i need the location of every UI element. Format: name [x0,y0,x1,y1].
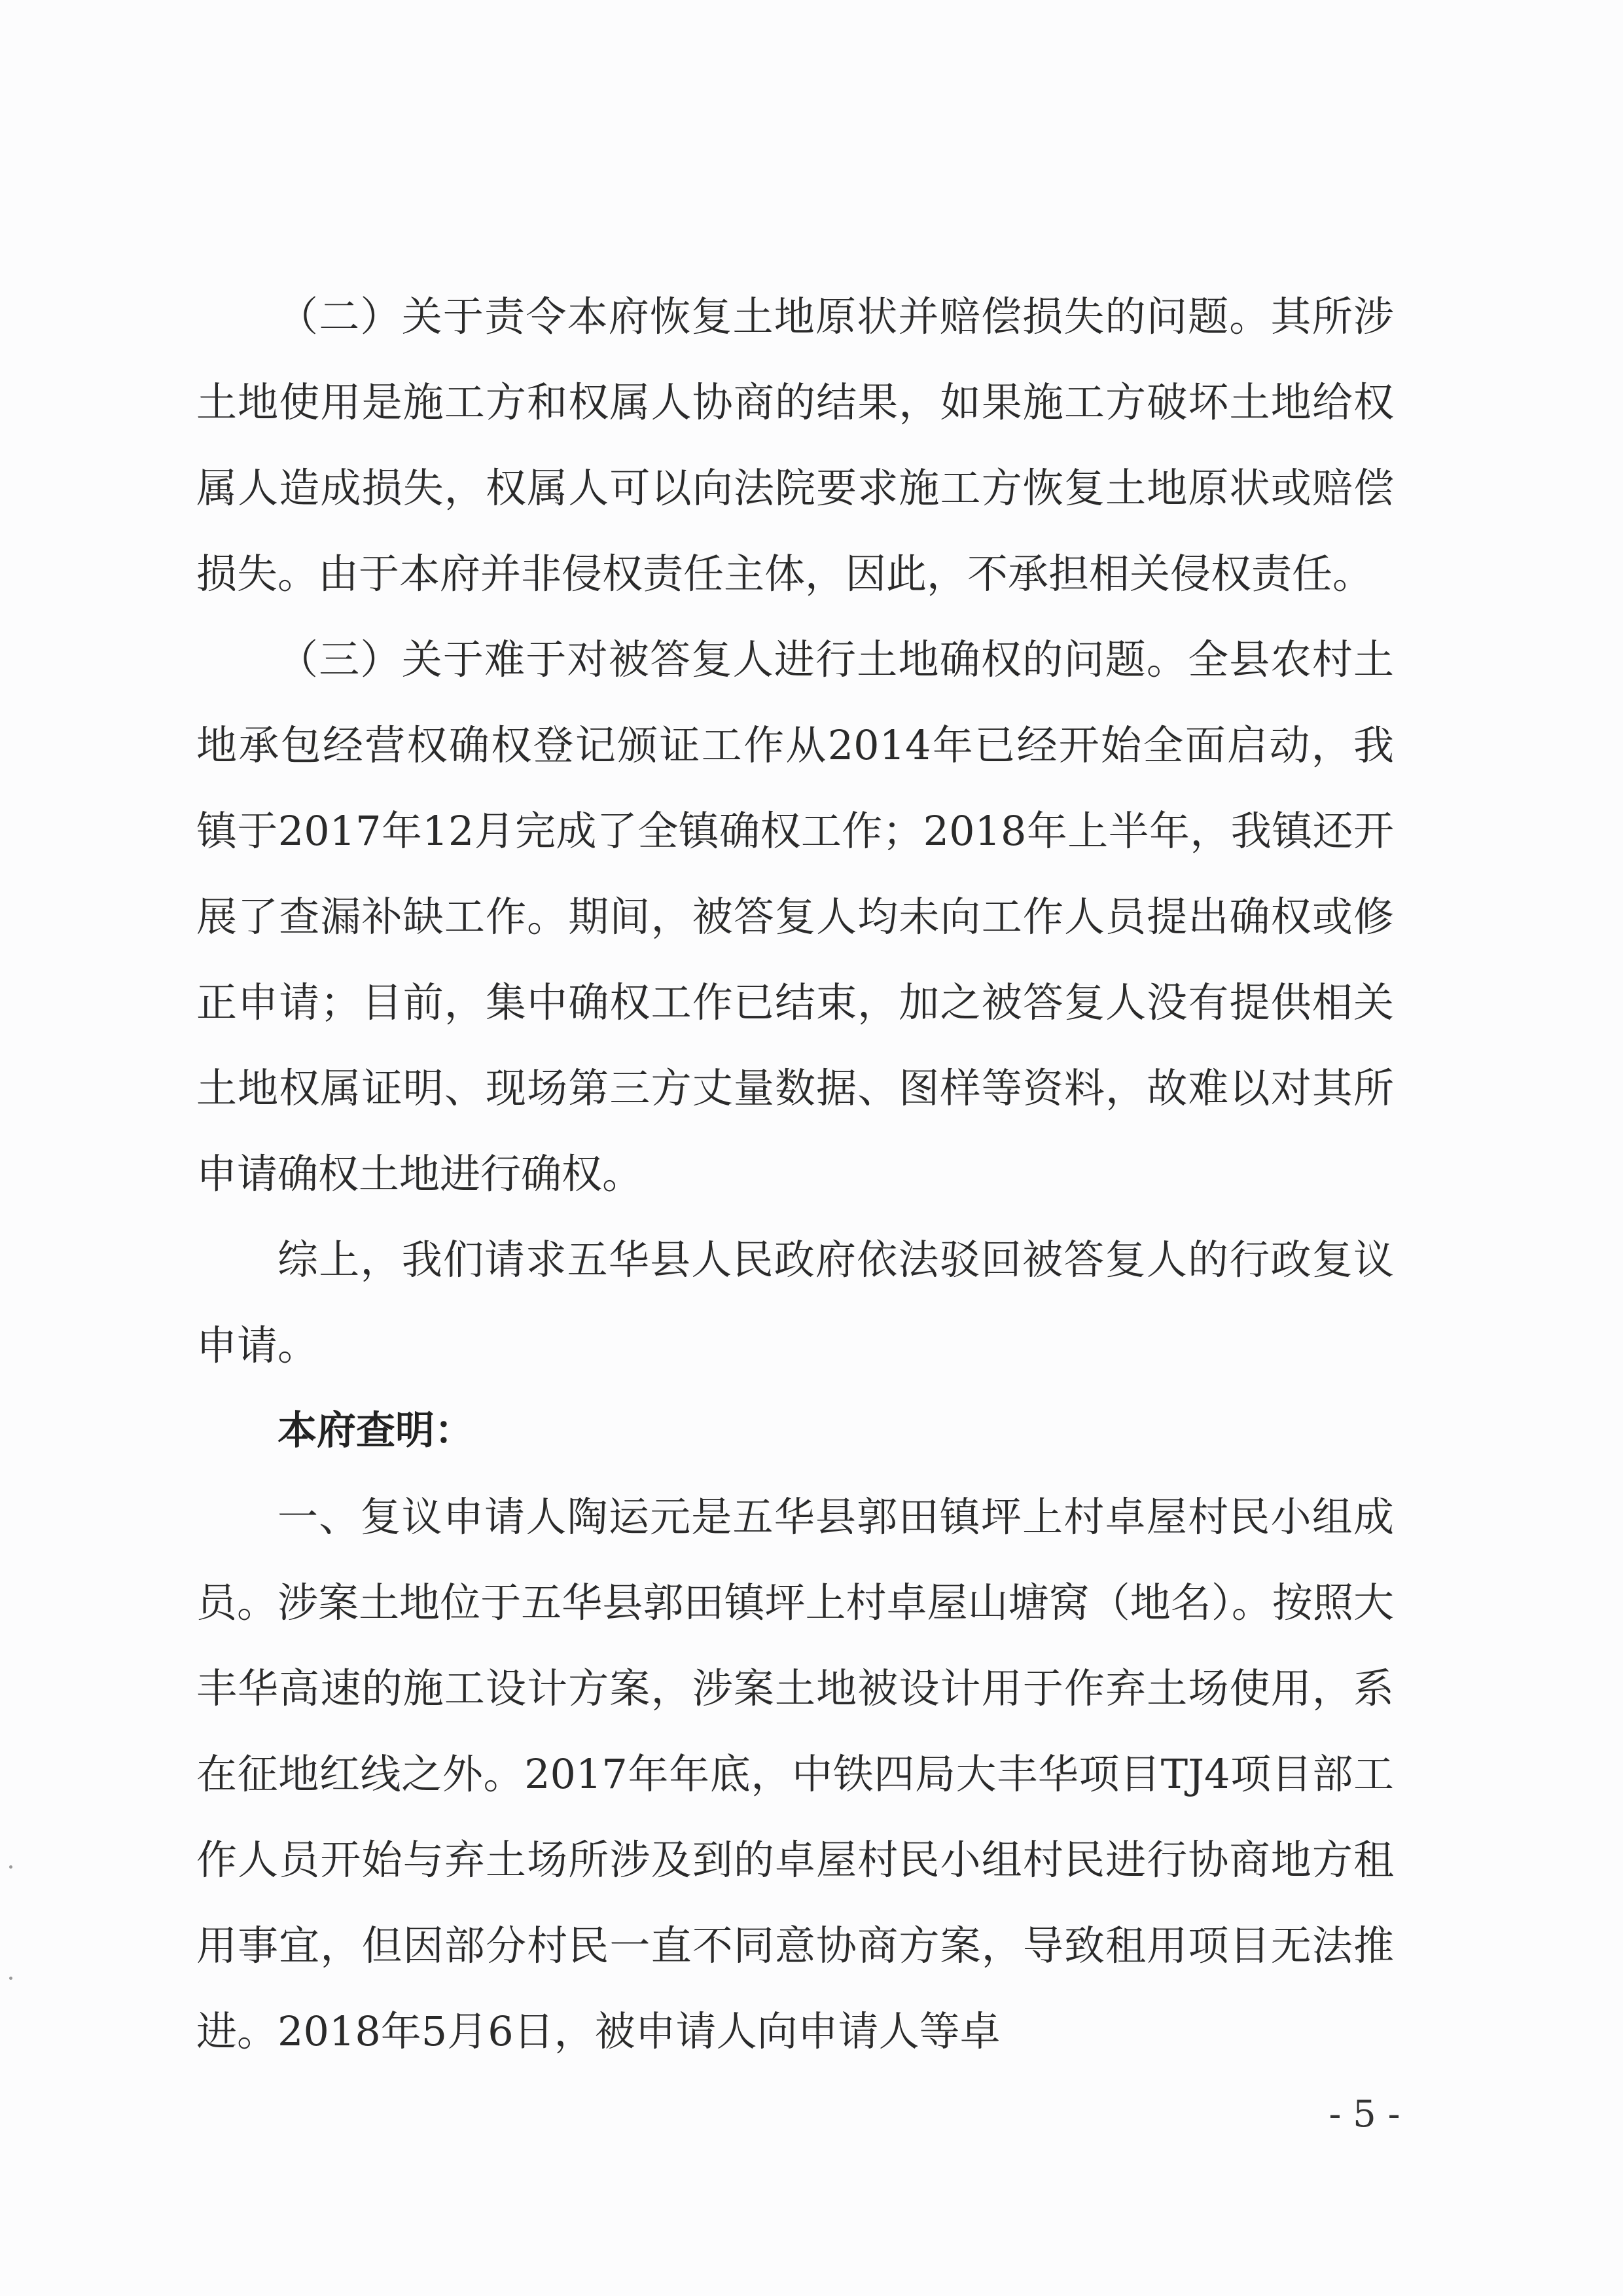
scan-speck [9,1865,12,1869]
section-heading: 本府查明： [277,1408,474,1454]
scan-speck [9,1977,12,1980]
paragraph-land-confirmation: （三）关于难于对被答复人进行土地确权的问题。全县农村土地承包经营权确权登记颁证工作从2014年已经开始全面启动，我镇于2017年12月完成了全镇确权工作；2018年上半年，我镇还开展了查漏补缺工作。期间，被答复人均未向工作人员提出确权或修正申请；目前，集中确权工作已结束，加之被答复人没有提供相关土地权属证明、现场第三方丈量数据、图样等资料，故难以对其所申请确权土地进行确权。 [196,636,1394,1198]
document-body [196,274,1394,2074]
paragraph-findings: 一、复议申请人陶运元是五华县郭田镇坪上村卓屋村民小组成员。涉案土地位于五华县郭田镇坪上村卓屋山塘窝（地名）。按照大丰华高速的施工设计方案，涉案土地被设计用于作弃土场使用，系在征地红线之外。2017年年底，中铁四局大丰华项目TJ4项目部工作人员开始与弃土场所涉及到的卓屋村民小组村民进行协商地方租用事宜，但因部分村民一直不同意协商方案，导致租用项目无法推进。2018年5月6日，被申请人向申请人等卓 [196,1493,1394,2055]
paragraph-responsibility: （二）关于责令本府恢复土地原状并赔偿损失的问题。其所涉土地使用是施工方和权属人协商的结果，如果施工方破坏土地给权属人造成损失，权属人可以向法院要求施工方恢复土地原状或赔偿损失。由于本府并非侵权责任主体，因此，不承担相关侵权责任。 [196,293,1394,598]
page-number: - 5 - [1329,2093,1400,2136]
paragraph-conclusion: 综上，我们请求五华县人民政府依法驳回被答复人的行政复议申请。 [196,1236,1394,1369]
